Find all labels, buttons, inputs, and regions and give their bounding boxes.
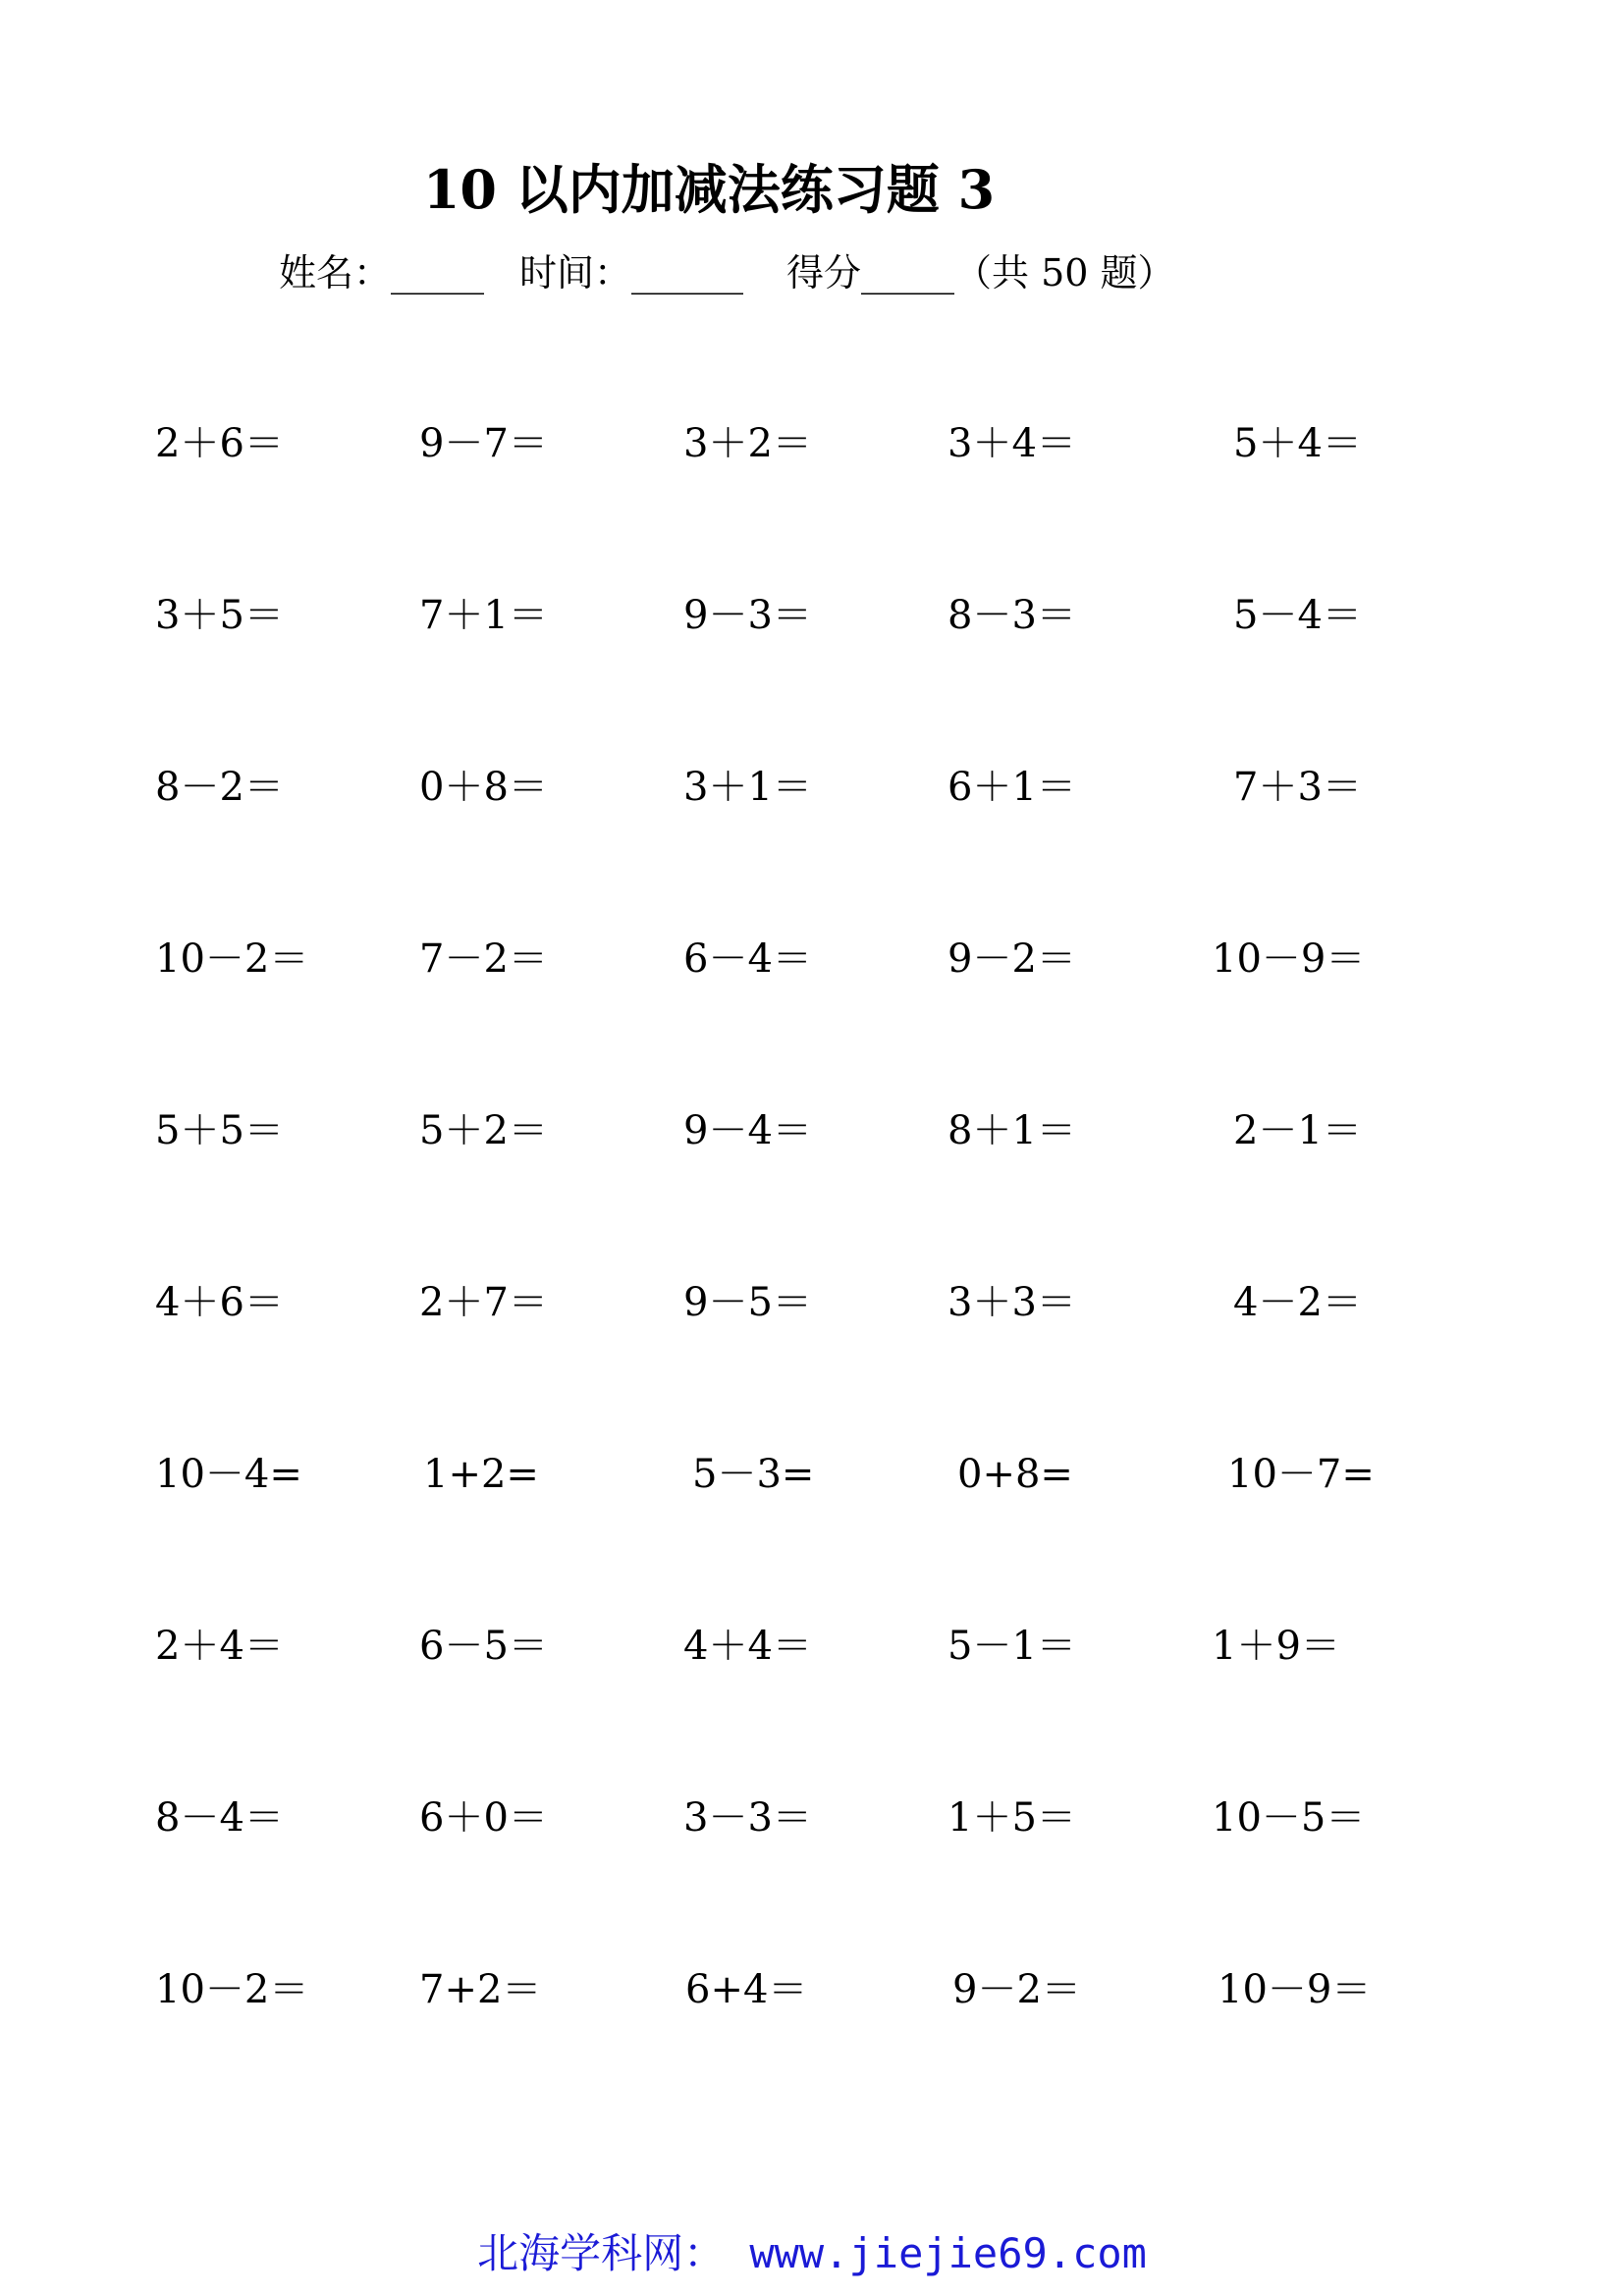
problem-item: 5＋2＝ bbox=[419, 1108, 548, 1153]
problem-item: 7＋3＝ bbox=[1233, 765, 1362, 810]
problem-item: 1＋5＝ bbox=[947, 1795, 1076, 1841]
problem-item: 0+8= bbox=[957, 1452, 1073, 1497]
problem-item: 9－2＝ bbox=[952, 1967, 1081, 2012]
problem-item: 6－5＝ bbox=[419, 1624, 548, 1669]
time-field-label: 时间：______ bbox=[519, 251, 744, 294]
problem-item: 3＋4＝ bbox=[947, 421, 1076, 466]
problem-item: 3＋1＝ bbox=[683, 765, 812, 810]
problem-item: 9－4＝ bbox=[683, 1108, 812, 1153]
problem-item: 6－4＝ bbox=[683, 936, 812, 982]
problem-item: 5＋4＝ bbox=[1233, 421, 1362, 466]
problem-item: 9－7＝ bbox=[419, 421, 548, 466]
score-field-label: 得分_____（共 50 题） bbox=[786, 251, 1175, 294]
problem-item: 3－3＝ bbox=[683, 1795, 812, 1841]
problem-item: 5－3= bbox=[692, 1452, 815, 1497]
problem-item: 8＋1＝ bbox=[947, 1108, 1076, 1153]
problem-item: 2－1＝ bbox=[1233, 1108, 1362, 1153]
problem-item: 10－4= bbox=[155, 1452, 302, 1497]
problem-item: 6＋0＝ bbox=[419, 1795, 548, 1841]
problem-item: 3＋3＝ bbox=[947, 1280, 1076, 1325]
problem-item: 10－9＝ bbox=[1212, 936, 1366, 982]
problem-item: 1＋9＝ bbox=[1212, 1624, 1340, 1669]
problem-item: 9－3＝ bbox=[683, 593, 812, 638]
page-title: 10 以内加减法练习题 3 bbox=[422, 158, 996, 221]
problem-item: 1+2= bbox=[423, 1452, 539, 1497]
problem-item: 5－4＝ bbox=[1233, 593, 1362, 638]
problem-item: 10－2＝ bbox=[155, 936, 309, 982]
problem-item: 7＋1＝ bbox=[419, 593, 548, 638]
name-field-label: 姓名：_____ bbox=[279, 251, 485, 294]
problem-item: 8－2＝ bbox=[155, 765, 284, 810]
problem-item: 8－3＝ bbox=[947, 593, 1076, 638]
problem-item: 3＋5＝ bbox=[155, 593, 284, 638]
footer-watermark: 北海学科网： www.jiejie69.com bbox=[477, 2229, 1147, 2277]
problem-item: 4＋6＝ bbox=[155, 1280, 284, 1325]
problem-item: 10－5＝ bbox=[1212, 1795, 1366, 1841]
problem-item: 10－7= bbox=[1227, 1452, 1375, 1497]
problem-item: 7－2＝ bbox=[419, 936, 548, 982]
problem-item: 2＋4＝ bbox=[155, 1624, 284, 1669]
problem-item: 9－5＝ bbox=[683, 1280, 812, 1325]
problem-item: 0＋8＝ bbox=[419, 765, 548, 810]
problem-item: 8－4＝ bbox=[155, 1795, 284, 1841]
problem-item: 2＋7＝ bbox=[419, 1280, 548, 1325]
problem-item: 6+4＝ bbox=[685, 1967, 808, 2012]
problem-item: 2＋6＝ bbox=[155, 421, 284, 466]
problem-item: 3＋2＝ bbox=[683, 421, 812, 466]
problem-item: 5－1＝ bbox=[947, 1624, 1076, 1669]
problem-item: 10－2＝ bbox=[155, 1967, 309, 2012]
problem-item: 9－2＝ bbox=[947, 936, 1076, 982]
problem-item: 4＋4＝ bbox=[683, 1624, 812, 1669]
problem-item: 6＋1＝ bbox=[947, 765, 1076, 810]
problem-item: 10－9＝ bbox=[1218, 1967, 1372, 2012]
student-info-line bbox=[279, 243, 1175, 302]
problem-item: 7+2＝ bbox=[419, 1967, 542, 2012]
problem-item: 4－2＝ bbox=[1233, 1280, 1362, 1325]
problem-item: 5＋5＝ bbox=[155, 1108, 284, 1153]
